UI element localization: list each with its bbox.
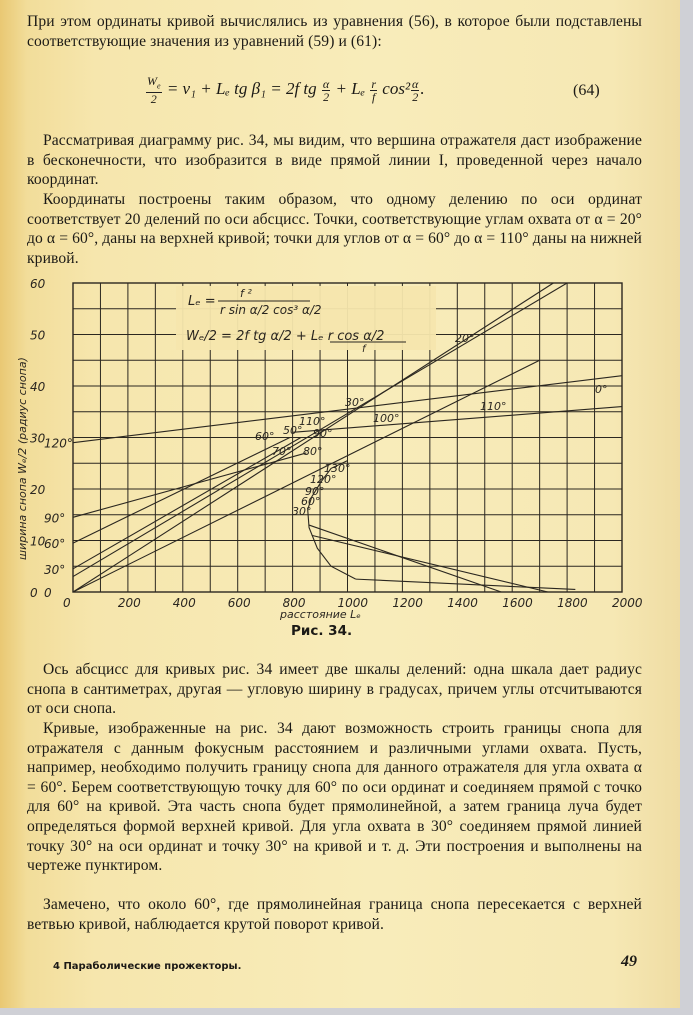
svg-text:0: 0 xyxy=(44,586,52,600)
y-angle-tick-labels xyxy=(44,437,73,600)
svg-text:1400: 1400 xyxy=(447,596,478,610)
svg-text:f: f xyxy=(362,344,366,355)
equation-64: $\frac{W_e}{2}$ = v₁ + Lₑ tg β₁ = 2f tg $\frac{\alpha}{2}$ + Lₑ $\frac{r}{f}$ cos² $\frac{\alpha}{2}$ . xyxy=(147,74,425,107)
paragraph-1: При этом ординаты кривой вычислялись из уравнения (56), в которое были подставлены соответствующие значения из уравнений (59) и (61): xyxy=(27,13,642,50)
svg-text:400: 400 xyxy=(172,596,196,610)
fraction-r-over-f: $\frac{r}{f}$ xyxy=(371,76,377,104)
svg-text:60°: 60° xyxy=(301,495,321,508)
svg-text:40: 40 xyxy=(30,380,46,394)
svg-text:Lₑ =: Lₑ = xyxy=(188,294,216,309)
svg-text:1600: 1600 xyxy=(502,596,533,610)
svg-text:2000: 2000 xyxy=(612,596,643,610)
svg-text:Wₑ/2 = 2f tg α/2 + Lₑ r cos α/: Wₑ/2 = 2f tg α/2 + Lₑ r cos α/2 xyxy=(186,329,385,344)
svg-text:110°: 110° xyxy=(480,400,507,413)
svg-text:0: 0 xyxy=(63,596,71,610)
x-axis-label: расстояние Lₑ xyxy=(280,608,361,621)
svg-text:20: 20 xyxy=(30,483,46,497)
svg-text:30: 30 xyxy=(30,431,46,446)
svg-text:30°: 30° xyxy=(345,396,365,409)
fraction-alpha-over-2b: $\frac{\alpha}{2}$ xyxy=(412,76,419,104)
svg-text:20°: 20° xyxy=(455,332,475,345)
y-axis-label: ширина снопа Wₑ/2 (радиус снопа) xyxy=(16,357,29,560)
paragraph-6: Замечено, что около 60°, где прямолинейная граница снопа пересекается с верхней ветвью кривой, наблюдается крутой поворот кривой. xyxy=(27,896,642,933)
svg-text:1000: 1000 xyxy=(337,596,369,610)
svg-text:90°: 90° xyxy=(305,485,325,498)
svg-text:120°: 120° xyxy=(310,473,337,486)
svg-text:800: 800 xyxy=(282,596,306,610)
svg-text:70°: 70° xyxy=(272,445,292,458)
svg-text:90°: 90° xyxy=(44,511,66,526)
svg-text:100°: 100° xyxy=(373,412,400,425)
svg-text:110°: 110° xyxy=(299,415,326,428)
svg-text:1200: 1200 xyxy=(392,596,423,610)
figure-caption: Рис. 34. xyxy=(291,623,353,639)
equation-number: (64) xyxy=(573,82,600,99)
svg-text:60°: 60° xyxy=(44,537,66,552)
svg-text:50°: 50° xyxy=(283,424,303,437)
scan-edge-right xyxy=(680,0,693,1015)
svg-text:10: 10 xyxy=(30,534,46,549)
svg-text:200: 200 xyxy=(117,596,141,610)
svg-text:80°: 80° xyxy=(303,445,323,458)
paragraph-5: Кривые, изображенные на рис. 34 дают возможность строить границы снопа для отражателя с данным фокусным расстоянием и различными углами охвата. Пусть, например, необходимо получить границу снопа для данного отражателя для угла охвата α = 60°. Берем соответствующую точку для 60° по оси ординат и соединяем прямой с точко для 60° на кривой. Эта часть снопа будет прямолинейной, а затем граница луча будет определяться формой верхней кривой. Для угла охвата в 30° соединяем прямой линией точку 30° на оси ординат и точку 30° на кривой и т. д. Эти построения и выполнены на чертеже пунктиром. xyxy=(27,720,642,875)
svg-text:f ²: f ² xyxy=(240,287,252,300)
svg-text:50: 50 xyxy=(30,328,46,343)
figure-34-chart xyxy=(0,265,680,625)
svg-text:130°: 130° xyxy=(324,462,351,475)
paragraph-2: Рассматривая диаграмму рис. 34, мы видим, что вершина отражателя даст изображение в бесконечности, что изобразится в виде прямой линии I, проведенной через начало координат. xyxy=(27,132,642,189)
svg-text:30°: 30° xyxy=(44,562,66,577)
footer-signature: 4 Параболические прожекторы. xyxy=(53,961,242,972)
svg-text:60°: 60° xyxy=(255,430,275,443)
fraction-alpha-over-2: $\frac{\alpha}{2}$ xyxy=(322,76,330,104)
series-line xyxy=(73,438,301,569)
paragraph-4: Ось абсцисс для кривых рис. 34 имеет две шкалы делений: одна шкала дает радиус снопа в сантиметрах, другая — угловую ширину в градусах, причем углы отсчитываются от оси снопа. xyxy=(27,661,642,718)
svg-text:90°: 90° xyxy=(313,427,333,440)
series-line xyxy=(73,360,540,592)
scan-edge-bottom xyxy=(0,1008,693,1015)
svg-text:0°: 0° xyxy=(595,383,608,396)
svg-text:0: 0 xyxy=(30,586,38,600)
series-line xyxy=(73,438,290,544)
svg-text:1800: 1800 xyxy=(557,596,588,610)
svg-text:30°: 30° xyxy=(292,505,312,518)
svg-text:600: 600 xyxy=(227,596,251,610)
paragraph-3: Координаты построены таким образом, что одному делению по оси ординат соответствует 20 делений по оси абсцисс. Точки, соответствующие углам охвата от α = 20° до α = 60°, даны на верхней кривой; точки для углов от α = 60° до α = 110° даны на нижней кривой. xyxy=(27,191,642,267)
svg-text:r sin α/2 cos³ α/2: r sin α/2 cos³ α/2 xyxy=(220,303,322,317)
page-number: 49 xyxy=(621,953,637,970)
svg-text:120°: 120° xyxy=(44,436,73,451)
svg-text:60: 60 xyxy=(30,277,46,291)
fraction-we-over-2: $\frac{W_e}{2}$ xyxy=(147,74,161,107)
